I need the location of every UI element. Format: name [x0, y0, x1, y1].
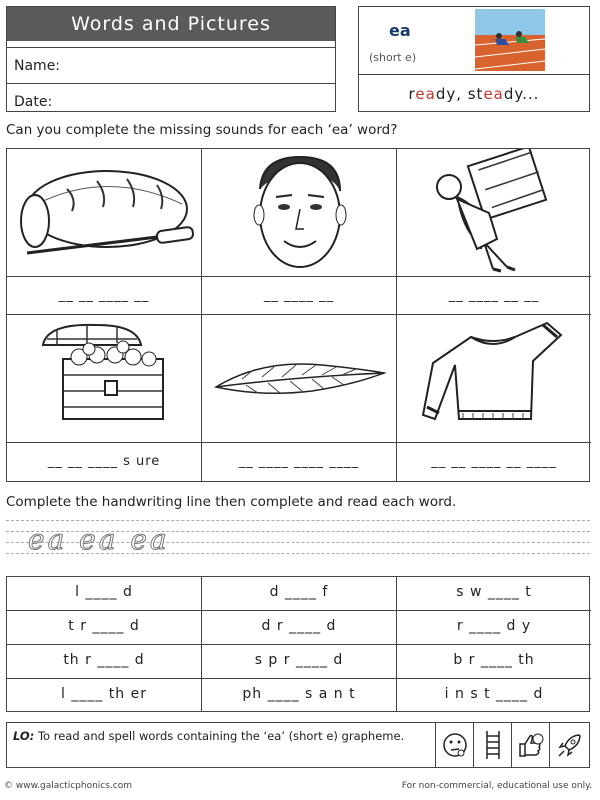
- name-field[interactable]: [7, 47, 335, 83]
- word-cell[interactable]: th r ____ d: [7, 645, 202, 679]
- word-cell[interactable]: l ____ th er: [7, 679, 202, 711]
- lo-text: [13, 729, 433, 744]
- guide-line: [6, 520, 590, 521]
- word-cell[interactable]: t r ____ d: [7, 611, 202, 645]
- answer-blanks[interactable]: __ ____ ____ ____: [202, 442, 396, 480]
- picture-cell: [202, 315, 397, 481]
- answer-blanks[interactable]: __ __ ____ __: [7, 276, 201, 314]
- handwriting-practice[interactable]: [6, 520, 590, 556]
- ladder-icon[interactable]: [473, 723, 511, 767]
- footer-copyright: © www.galacticphonics.com: [4, 781, 132, 791]
- example-grapheme: ea: [415, 85, 436, 103]
- example-part: dy...: [503, 85, 540, 103]
- example-grapheme: ea: [483, 85, 504, 103]
- thinking-face-icon[interactable]: [435, 723, 473, 767]
- head-icon: [202, 149, 396, 276]
- worksheet-title: Words and Pictures: [7, 7, 335, 41]
- word-cell[interactable]: b r ____ th: [397, 645, 591, 679]
- picture-instruction: Can you complete the missing sounds for each ‘ea’ word?: [6, 122, 398, 138]
- thumbs-up-icon[interactable]: [511, 723, 549, 767]
- header-panel: [6, 6, 336, 112]
- word-cell[interactable]: d ____ f: [202, 577, 397, 611]
- word-cell[interactable]: r ____ d y: [397, 611, 591, 645]
- lo-description: To read and spell words containing the ‘ea’ (short e) grapheme.: [37, 729, 405, 743]
- lo-label: LO:: [13, 729, 35, 743]
- answer-blanks[interactable]: __ __ ____ s ure: [7, 442, 201, 480]
- word-cell[interactable]: d r ____ d: [202, 611, 397, 645]
- word-table: [6, 576, 590, 712]
- answer-blanks[interactable]: __ ____ __: [202, 276, 396, 314]
- date-label: Date:: [14, 94, 53, 110]
- sound-panel: [358, 6, 590, 112]
- picture-cell: [202, 149, 397, 315]
- sound-box: [359, 7, 589, 75]
- footer-usage-note: For non-commercial, educational use only.: [401, 781, 592, 791]
- treasure-chest-icon: [7, 315, 201, 442]
- answer-blanks[interactable]: __ ____ __ __: [397, 276, 591, 314]
- date-field[interactable]: [7, 83, 335, 119]
- picture-grid: [6, 148, 590, 482]
- trace-text: ea ea ea: [28, 523, 170, 556]
- name-label: Name:: [14, 58, 61, 74]
- word-cell[interactable]: l ____ d: [7, 577, 202, 611]
- picture-cell: [7, 149, 202, 315]
- grapheme-note: (short e): [369, 51, 417, 64]
- word-cell[interactable]: s w ____ t: [397, 577, 591, 611]
- example-part: r: [408, 85, 416, 103]
- rocket-icon[interactable]: [549, 723, 589, 767]
- word-cell[interactable]: i n s t ____ d: [444, 686, 544, 702]
- athletes-ready-icon: [475, 9, 545, 71]
- sweater-icon: [397, 315, 591, 442]
- example-part: dy, st: [435, 85, 484, 103]
- picture-cell: [397, 315, 591, 481]
- word-cell[interactable]: s p r ____ d: [202, 645, 397, 679]
- feather-icon: [202, 315, 396, 442]
- example-words: [359, 75, 589, 113]
- grapheme: ea: [389, 21, 411, 40]
- handwriting-instruction: Complete the handwriting line then complete and read each word.: [6, 494, 457, 510]
- picture-cell: [7, 315, 202, 481]
- picture-cell: [397, 149, 591, 315]
- bread-icon: [7, 149, 201, 276]
- heavy-box-icon: [397, 149, 591, 276]
- answer-blanks[interactable]: __ __ ____ __ ____: [397, 442, 591, 480]
- word-cell[interactable]: ph ____ s a n t: [202, 679, 397, 711]
- learning-objective: [6, 722, 590, 768]
